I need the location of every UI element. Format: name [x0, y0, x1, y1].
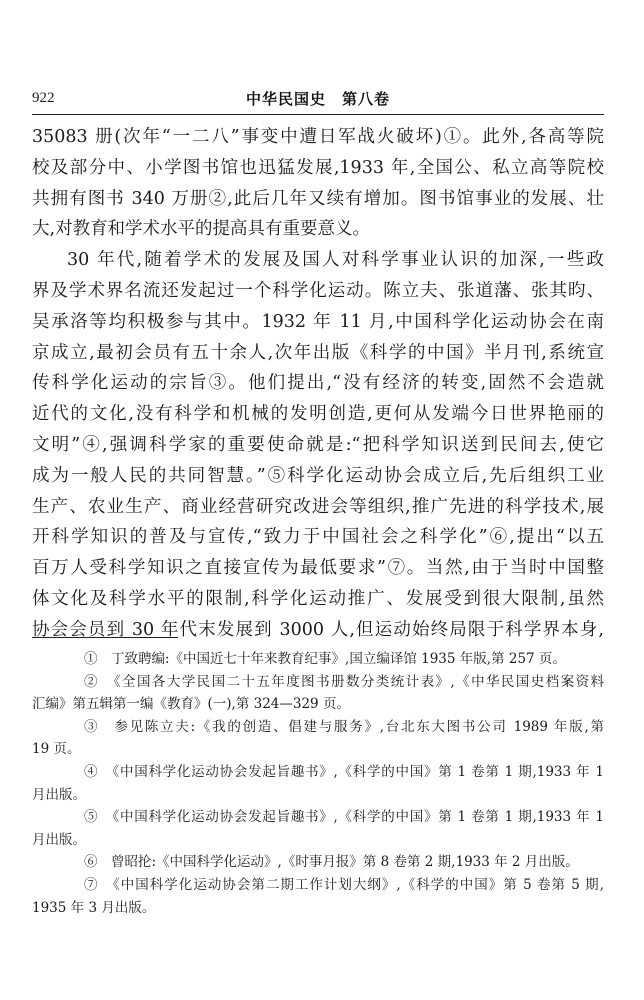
footnote-line: ① 丁致聘编:《中国近七十年来教育纪事》,国立编译馆 1935 年版,第 257 页。: [84, 651, 566, 667]
footnote-rule: [32, 637, 178, 638]
body-line: 体文化及科学水平的限制,科学化运动推广、发展受到很大限制,虽然: [32, 588, 604, 609]
body-line: 近代的文化,没有科学和机械的发明创造,更何从发端今日世界艳丽的: [32, 404, 604, 425]
page-number: 922: [32, 90, 55, 106]
body-line: 生产、农业生产、商业经营研究改进会等组织,推广先进的科学技术,展: [32, 496, 604, 517]
footnote-line: 1935 年 3 月出版。: [32, 899, 156, 916]
body-line: 京成立,最初会员有五十余人,次年出版《科学的中国》半月刊,系统宣: [32, 342, 604, 363]
footnote-line: 月出版。: [32, 831, 86, 848]
body-line: 开科学知识的普及与宣传,“致力于中国社会之科学化”⑥,提出“以五: [32, 527, 604, 548]
body-line: 百万人受科学知识之直接宣传为最低要求”⑦。当然,由于当时中国整: [32, 558, 604, 579]
body-line: 共拥有图书 340 万册②,此后几年又续有增加。图书馆事业的发展、壮: [32, 188, 604, 209]
footnote-line: 月出版。: [32, 786, 86, 803]
footnotes: [32, 648, 604, 919]
body-line: 传科学化运动的宗旨③。他们提出,“没有经济的转变,固然不会造就: [32, 373, 604, 394]
body-line: 35083 册(次年“一二八”事变中遭日军战火破坏)①。此外,各高等院: [32, 127, 604, 147]
body-line: 界及学术界名流还发起过一个科学化运动。陈立夫、张道藩、张其昀、: [32, 280, 604, 301]
body-line: 30 年代,随着学术的发展及国人对科学事业认识的加深,一些政: [67, 250, 604, 271]
header-rule: [32, 114, 604, 115]
body-line: 协会会员到 30 年代末发展到 3000 人,但运动始终局限于科学界本身,: [32, 619, 604, 640]
body-line: 大,对教育和学术水平的提高具有重要意义。: [32, 219, 371, 240]
footnote-line: ⑦ 《中国科学化运动协会第二期工作计划大纲》,《科学的中国》第 5 卷第 5 期,: [84, 876, 604, 893]
footnote-line: ⑥ 曾昭抡:《中国科学化运动》,《时事月报》第 8 卷第 2 期,1933 年 2 月出版。: [84, 854, 579, 871]
footnote-line: ③ 参见陈立夫:《我的创造、倡建与服务》,台北东大图书公司 1989 年版,第: [84, 718, 604, 735]
body-text: [32, 122, 604, 646]
body-line: 成为一般人民的共同智慧。”⑤科学化运动协会成立后,先后组织工业: [32, 465, 604, 486]
footnote-line: ⑤ 《中国科学化运动协会发起旨趣书》,《科学的中国》第 1 卷第 1 期,1933 年 1: [84, 809, 604, 826]
footnote-line: 19 页。: [32, 741, 81, 758]
running-title: 中华民国史 第八卷: [245, 90, 390, 108]
footnote-line: ④ 《中国科学化运动协会发起旨趣书》,《科学的中国》第 1 卷第 1 期,1933 年 1: [84, 763, 604, 780]
footnote-line: ② 《全国各大学民国二十五年度图书册数分类统计表》,《中华民国史档案资料: [84, 673, 604, 690]
body-line: 吴承洛等均积极参与其中。1932 年 11 月,中国科学化运动协会在南: [32, 311, 604, 332]
footnote-line: 汇编》第五辑第一编《教育》(一),第 324—329 页。: [32, 696, 350, 713]
page-header: [32, 86, 604, 112]
body-line: 校及部分中、小学图书馆也迅猛发展,1933 年,全国公、私立高等院校: [32, 157, 604, 178]
body-line: 文明”④,强调科学家的重要使命就是:“把科学知识送到民间去,使它: [32, 434, 604, 455]
